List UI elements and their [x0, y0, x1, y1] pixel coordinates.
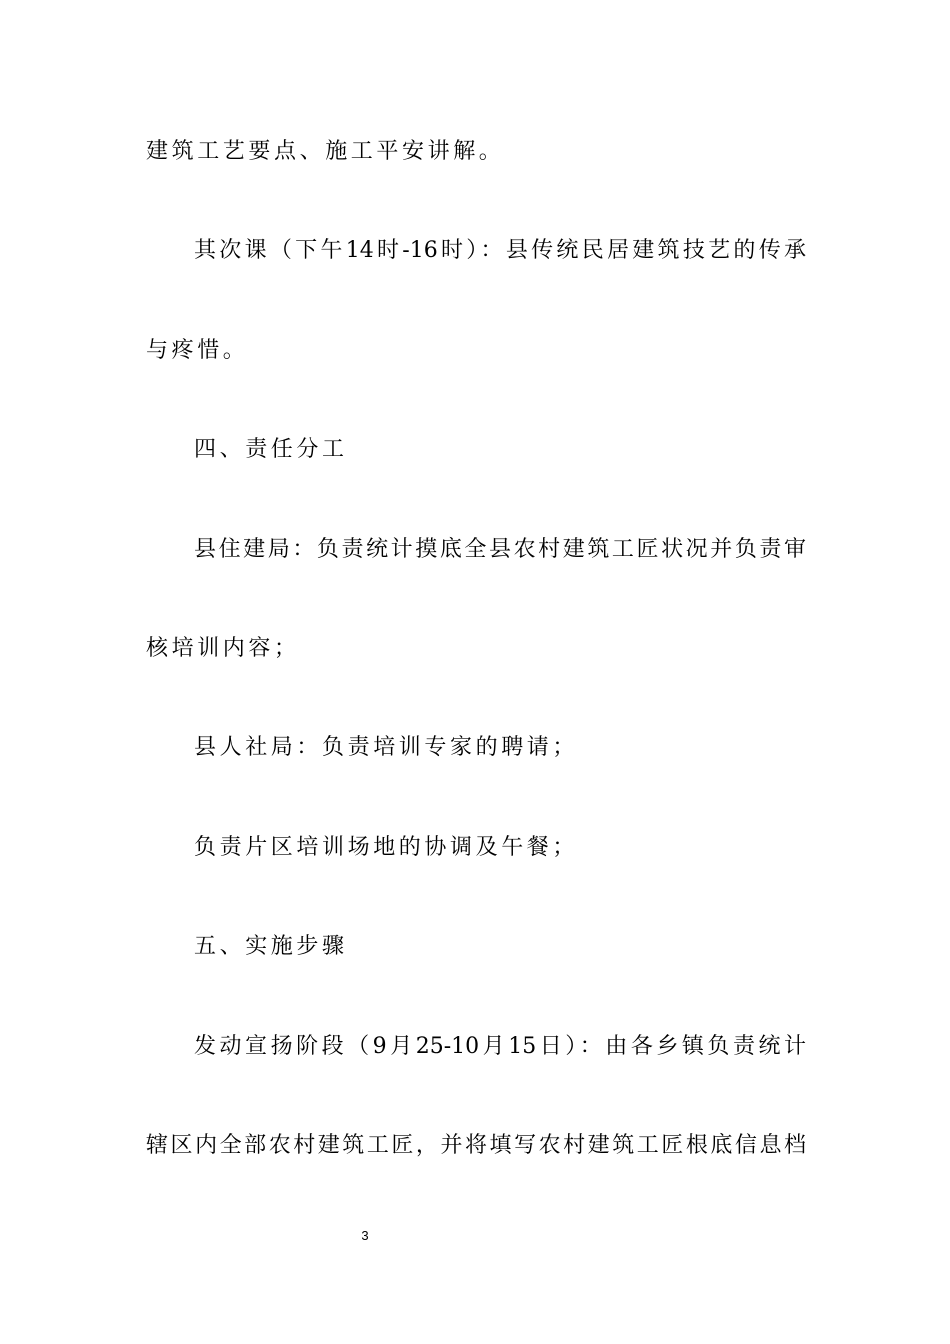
page-number: 3 — [361, 1228, 369, 1243]
paragraph-line: 核培训内容； — [146, 636, 300, 661]
paragraph-line: 与疼惜。 — [146, 338, 249, 363]
paragraph-line: 县住建局：负责统计摸底全县农村建筑工匠状况并负责审 — [194, 537, 806, 562]
paragraph-line: 建筑工艺要点、施工平安讲解。 — [146, 139, 505, 164]
section-heading: 四、责任分工 — [194, 437, 348, 462]
section-heading: 五、实施步骤 — [194, 934, 348, 959]
paragraph-line: 发动宣扬阶段（9月25-10月15日）：由各乡镇负责统计 — [194, 1034, 806, 1059]
paragraph-line: 其次课（下午14时-16时）：县传统民居建筑技艺的传承 — [194, 238, 806, 263]
paragraph-line: 负责片区培训场地的协调及午餐； — [194, 835, 579, 860]
paragraph-line: 辖区内全部农村建筑工匠，并将填写农村建筑工匠根底信息档 — [146, 1133, 806, 1158]
paragraph-line: 县人社局：负责培训专家的聘请； — [194, 735, 579, 760]
